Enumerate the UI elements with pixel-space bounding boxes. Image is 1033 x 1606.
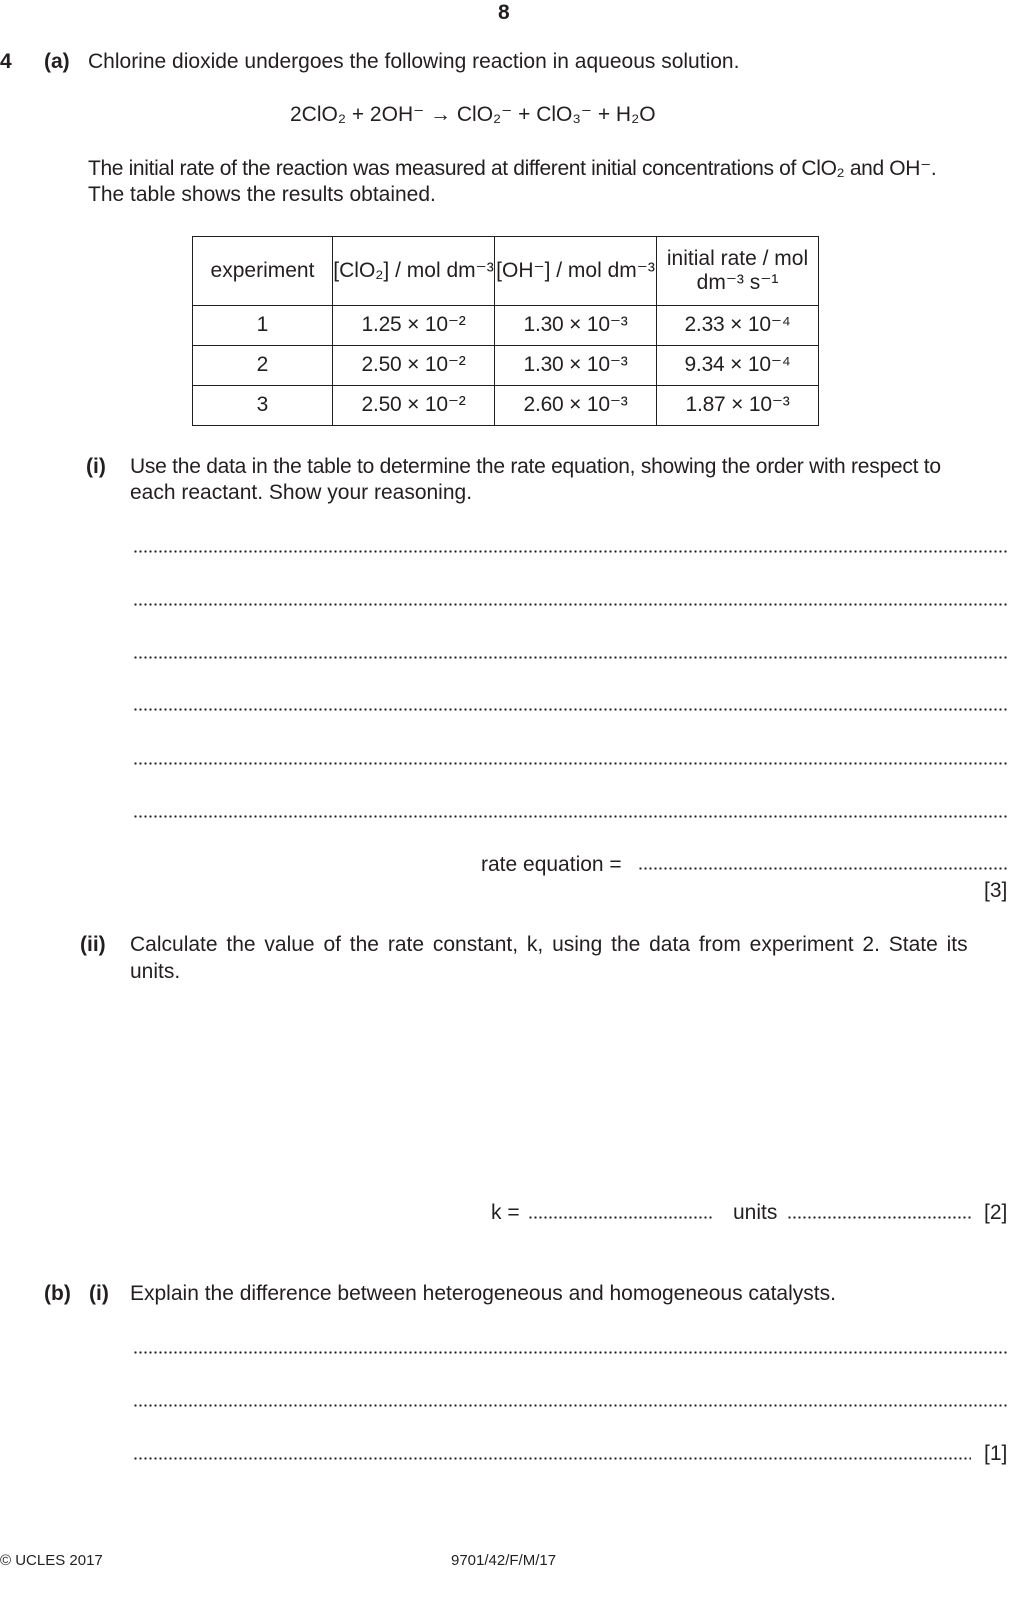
table-row [193, 306, 819, 346]
table-header-row [193, 237, 819, 306]
units-answer-line[interactable] [787, 1216, 972, 1219]
answer-line[interactable] [133, 762, 1007, 765]
marks-part-b-i: [1] [984, 1442, 1008, 1465]
sub-ii-line-1: Calculate the value of the rate constant, k, using the data from experiment 2. State its [130, 933, 968, 956]
cell-experiment: 1 [193, 306, 333, 346]
rate-equation-answer-line[interactable] [638, 867, 1007, 870]
paragraph-line-1: The initial rate of the reaction was measured at different initial concentrations of ClO₂ and OH⁻. [88, 157, 937, 180]
k-label: k = [491, 1201, 520, 1224]
answer-line[interactable] [133, 815, 1007, 818]
header-experiment: experiment [193, 237, 333, 306]
cell-rate: 2.33 × 10⁻⁴ [657, 306, 819, 346]
cell-experiment: 3 [193, 386, 333, 426]
paragraph-line-2: The table shows the results obtained. [88, 183, 436, 206]
page-number: 8 [498, 1, 510, 24]
marks-sub-i: [3] [984, 879, 1008, 902]
sub-ii-line-2: units. [130, 960, 181, 983]
cell-experiment: 2 [193, 346, 333, 386]
marks-sub-ii: [2] [984, 1201, 1008, 1224]
units-label: units [733, 1201, 778, 1224]
cell-rate: 9.34 × 10⁻⁴ [657, 346, 819, 386]
cell-clo2: 1.25 × 10⁻² [333, 306, 495, 346]
answer-line[interactable] [133, 708, 1007, 711]
answer-line[interactable] [133, 1457, 971, 1460]
cell-clo2: 2.50 × 10⁻² [333, 386, 495, 426]
part-a-intro: Chlorine dioxide undergoes the following reaction in aqueous solution. [88, 50, 740, 73]
cell-rate: 1.87 × 10⁻³ [657, 386, 819, 426]
cell-oh: 1.30 × 10⁻³ [495, 306, 657, 346]
answer-line[interactable] [133, 1404, 1007, 1407]
answer-line[interactable] [133, 603, 1007, 606]
table-row [193, 386, 819, 426]
equation-text: 2ClO₂ + 2OH⁻ → ClO₂⁻ + ClO₃⁻ + H₂O [290, 103, 656, 126]
reaction-equation [290, 104, 656, 125]
part-b-sub-i-text: Explain the difference between heterogeneous and homogeneous catalysts. [130, 1282, 836, 1305]
table-row [193, 346, 819, 386]
part-b-label: (b) [44, 1282, 71, 1305]
sub-i-line-1: Use the data in the table to determine the rate equation, showing the order with respect to [130, 455, 941, 478]
k-answer-line[interactable] [528, 1216, 713, 1219]
question-number: 4 [0, 50, 12, 73]
sub-i-label: (i) [86, 455, 106, 478]
answer-line[interactable] [133, 1351, 1007, 1354]
footer-copyright: © UCLES 2017 [0, 1552, 103, 1569]
cell-clo2: 2.50 × 10⁻² [333, 346, 495, 386]
footer-code: 9701/42/F/M/17 [451, 1552, 557, 1569]
answer-line[interactable] [133, 656, 1007, 659]
part-a-label: (a) [44, 50, 70, 73]
header-initial-rate: initial rate / mol dm⁻³ s⁻¹ [657, 237, 819, 306]
sub-i-line-2: each reactant. Show your reasoning. [130, 481, 473, 504]
cell-oh: 2.60 × 10⁻³ [495, 386, 657, 426]
sub-ii-label: (ii) [80, 933, 106, 956]
header-oh: [OH⁻] / mol dm⁻³ [495, 237, 657, 306]
cell-oh: 1.30 × 10⁻³ [495, 346, 657, 386]
rate-equation-label: rate equation = [481, 853, 622, 876]
header-clo2: [ClO₂] / mol dm⁻³ [333, 237, 495, 306]
answer-line[interactable] [133, 550, 1007, 553]
rate-data-table [192, 236, 819, 426]
part-b-sub-i-label: (i) [89, 1282, 109, 1305]
